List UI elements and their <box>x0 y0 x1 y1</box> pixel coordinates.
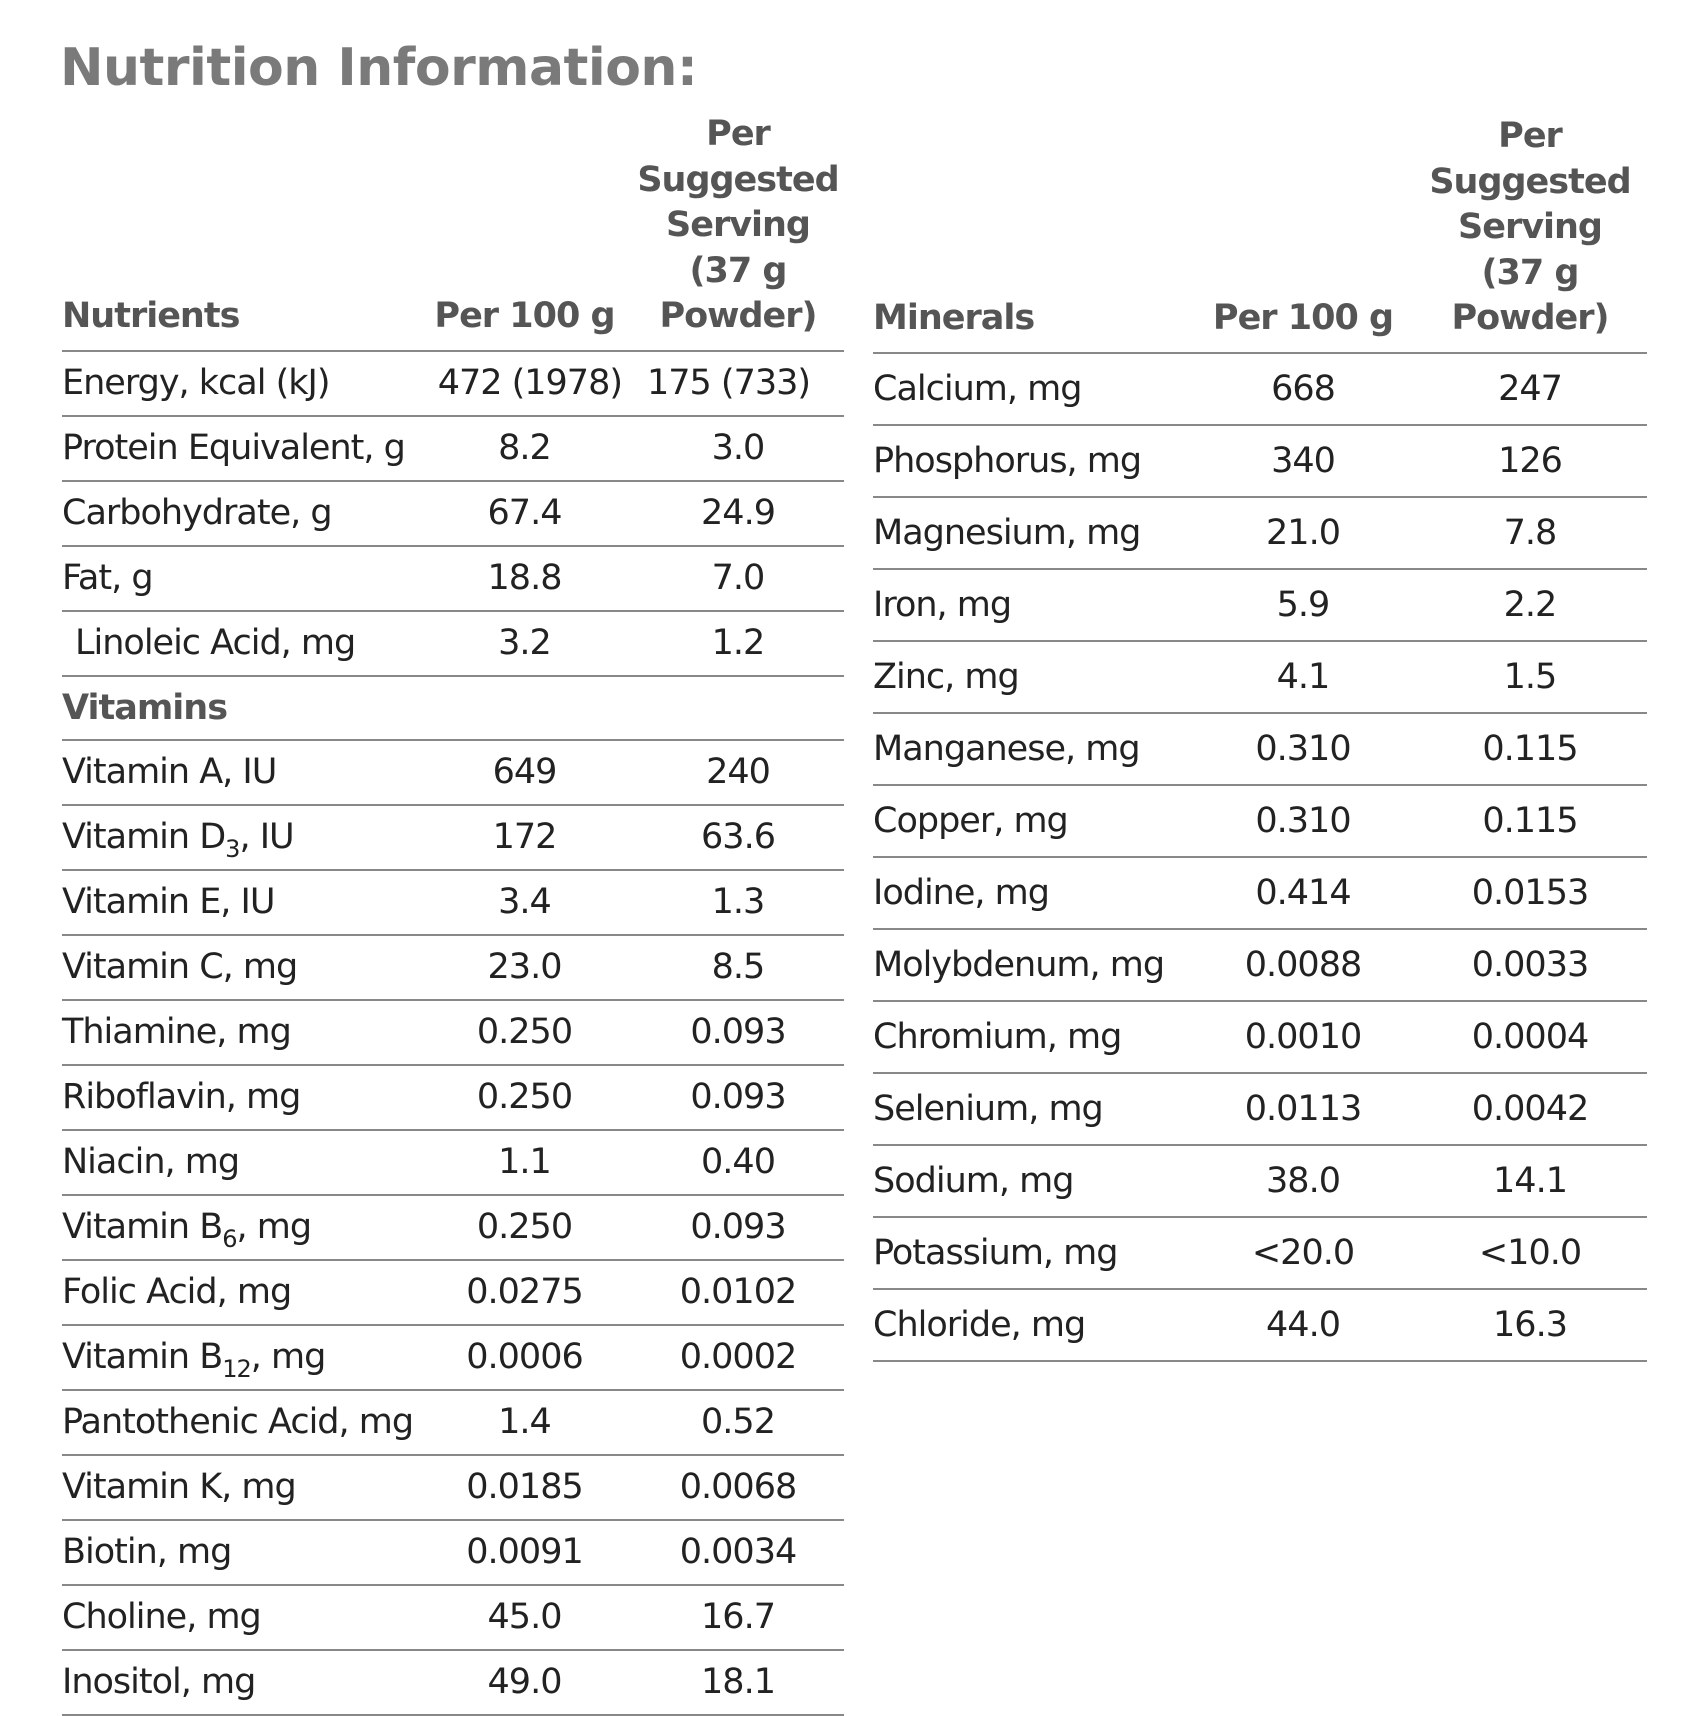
per-serving-value: 0.0034 <box>632 1520 844 1585</box>
table-row <box>62 740 844 805</box>
per-100g-value: 0.250 <box>417 1195 632 1260</box>
name-text: , IU <box>239 817 294 857</box>
mineral-name: Molybdenum, mg <box>873 929 1193 1001</box>
nutrients-table <box>62 112 844 1716</box>
table-row <box>62 1520 844 1585</box>
per-serving-value: 1.3 <box>632 870 844 935</box>
per-100g-value: 0.310 <box>1193 785 1413 857</box>
table-row <box>62 1000 844 1065</box>
per-100g-value: 18.8 <box>417 546 632 611</box>
table-row <box>873 1289 1647 1361</box>
per-serving-value: 0.0042 <box>1413 1073 1647 1145</box>
per-100g-value: 0.0006 <box>417 1325 632 1390</box>
header-line: Serving <box>666 205 810 245</box>
per-100g-value: 668 <box>1193 353 1413 425</box>
mineral-name: Selenium, mg <box>873 1073 1193 1145</box>
per-serving-value: 0.115 <box>1413 785 1647 857</box>
mineral-name: Chromium, mg <box>873 1001 1193 1073</box>
table-row <box>873 1001 1647 1073</box>
per-100g-value: 45.0 <box>417 1585 632 1650</box>
per-serving-value: 247 <box>1413 353 1647 425</box>
header-line: Per Suggested <box>1429 116 1631 202</box>
table-row <box>62 870 844 935</box>
nutrient-name: Vitamin E, IU <box>62 870 417 935</box>
table-row <box>62 1455 844 1520</box>
mineral-name: Iodine, mg <box>873 857 1193 929</box>
nutrient-name: Inositol, mg <box>62 1650 417 1715</box>
nutrient-name: Vitamin C, mg <box>62 935 417 1000</box>
nutrient-name: Folic Acid, mg <box>62 1260 417 1325</box>
per-serving-value: 7.8 <box>1413 497 1647 569</box>
header-line: (37 g Powder) <box>1451 252 1609 338</box>
table-row <box>873 1073 1647 1145</box>
per-serving-value: 0.0033 <box>1413 929 1647 1001</box>
table-row <box>62 1585 844 1650</box>
per-serving-value: 0.40 <box>632 1130 844 1195</box>
nutrient-name <box>62 805 417 870</box>
table-row <box>62 546 844 611</box>
name-text: , mg <box>236 1207 312 1247</box>
vitamins-section-label: Vitamins <box>62 676 844 740</box>
nutrient-name: Fat, g <box>62 546 417 611</box>
per-100g-value: 3.4 <box>417 870 632 935</box>
per-100g-value: 38.0 <box>1193 1145 1413 1217</box>
per-100g-value: 5.9 <box>1193 569 1413 641</box>
mineral-name: Potassium, mg <box>873 1217 1193 1289</box>
per-100g-value: 3.2 <box>417 611 632 676</box>
per-100g-value: 0.0088 <box>1193 929 1413 1001</box>
per-100g-value: <20.0 <box>1193 1217 1413 1289</box>
per-serving-value: 0.093 <box>632 1065 844 1130</box>
per-100g-value: 0.0091 <box>417 1520 632 1585</box>
nutrient-name: Biotin, mg <box>62 1520 417 1585</box>
table-row <box>62 416 844 481</box>
vitamins-section-row <box>62 676 844 740</box>
name-text: Vitamin B <box>62 1207 223 1247</box>
name-subscript: 6 <box>222 1225 237 1253</box>
per-serving-value: 1.2 <box>632 611 844 676</box>
table-row <box>62 481 844 546</box>
table-row <box>62 1260 844 1325</box>
per-serving-value: 3.0 <box>632 416 844 481</box>
per-100g-value: 172 <box>417 805 632 870</box>
table-row <box>62 1130 844 1195</box>
per-100g-value: 0.250 <box>417 1000 632 1065</box>
per-100g-value: 649 <box>417 740 632 805</box>
per-100g-value: 0.0113 <box>1193 1073 1413 1145</box>
table-row <box>873 713 1647 785</box>
per-100g-value: 0.0010 <box>1193 1001 1413 1073</box>
minerals-column-header: Minerals <box>873 114 1193 353</box>
per-100g-value: 4.1 <box>1193 641 1413 713</box>
per-serving-value: 0.0153 <box>1413 857 1647 929</box>
per-100g-value: 472 (1978) <box>417 351 632 416</box>
per-serving-value: 126 <box>1413 425 1647 497</box>
table-row <box>62 1650 844 1715</box>
table-row <box>62 1195 844 1260</box>
nutrient-name: Niacin, mg <box>62 1130 417 1195</box>
table-row <box>873 857 1647 929</box>
mineral-name: Iron, mg <box>873 569 1193 641</box>
per-serving-value: 0.093 <box>632 1195 844 1260</box>
per-serving-value: 0.0068 <box>632 1455 844 1520</box>
table-row <box>873 785 1647 857</box>
per-serving-value: 24.9 <box>632 481 844 546</box>
nutrient-name: Vitamin K, mg <box>62 1455 417 1520</box>
per-100g-value: 21.0 <box>1193 497 1413 569</box>
per-100g-value: 340 <box>1193 425 1413 497</box>
nutrient-name: Pantothenic Acid, mg <box>62 1390 417 1455</box>
nutrients-column-header: Nutrients <box>62 112 417 351</box>
name-subscript: 3 <box>225 835 240 863</box>
nutrient-name: Riboflavin, mg <box>62 1065 417 1130</box>
table-row <box>62 1065 844 1130</box>
per-100g-value: 1.4 <box>417 1390 632 1455</box>
per-serving-value: 8.5 <box>632 935 844 1000</box>
per-serving-value: 1.5 <box>1413 641 1647 713</box>
table-row <box>62 1390 844 1455</box>
per-100g-column-header: Per 100 g <box>1193 114 1413 353</box>
mineral-name: Phosphorus, mg <box>873 425 1193 497</box>
mineral-name: Sodium, mg <box>873 1145 1193 1217</box>
per-serving-column-header <box>632 112 844 351</box>
per-serving-value: 0.52 <box>632 1390 844 1455</box>
name-subscript: 12 <box>222 1355 251 1383</box>
table-row <box>873 353 1647 425</box>
nutrient-name: Thiamine, mg <box>62 1000 417 1065</box>
nutrient-name <box>62 1195 417 1260</box>
per-serving-value: 14.1 <box>1413 1145 1647 1217</box>
per-serving-value: 175 (733) <box>632 351 844 416</box>
mineral-name: Calcium, mg <box>873 353 1193 425</box>
name-text: Vitamin D <box>62 817 226 857</box>
table-row <box>62 351 844 416</box>
per-100g-value: 0.0275 <box>417 1260 632 1325</box>
per-serving-value: 16.3 <box>1413 1289 1647 1361</box>
table-row <box>873 425 1647 497</box>
nutrient-name: Protein Equivalent, g <box>62 416 417 481</box>
nutrient-name: Choline, mg <box>62 1585 417 1650</box>
per-100g-value: 67.4 <box>417 481 632 546</box>
table-row <box>62 611 844 676</box>
minerals-table <box>873 114 1647 1362</box>
nutrient-name: Vitamin A, IU <box>62 740 417 805</box>
per-serving-value: 7.0 <box>632 546 844 611</box>
per-100g-value: 23.0 <box>417 935 632 1000</box>
table-row <box>873 929 1647 1001</box>
nutrient-name <box>62 1325 417 1390</box>
per-100g-value: 49.0 <box>417 1650 632 1715</box>
per-serving-value: 16.7 <box>632 1585 844 1650</box>
header-line: (37 g Powder) <box>659 250 817 336</box>
table-row <box>62 935 844 1000</box>
per-100g-value: 0.310 <box>1193 713 1413 785</box>
per-serving-column-header <box>1413 114 1647 353</box>
nutrient-name: Linoleic Acid, mg <box>62 611 417 676</box>
mineral-name: Chloride, mg <box>873 1289 1193 1361</box>
per-serving-value: 0.0102 <box>632 1260 844 1325</box>
per-100g-value: 1.1 <box>417 1130 632 1195</box>
mineral-name: Copper, mg <box>873 785 1193 857</box>
per-serving-value: 63.6 <box>632 805 844 870</box>
header-line: Per Suggested <box>637 114 839 200</box>
table-row <box>873 1217 1647 1289</box>
header-line: Serving <box>1458 207 1602 247</box>
per-100g-value: 0.414 <box>1193 857 1413 929</box>
minerals-header-row <box>873 114 1647 353</box>
per-serving-value: <10.0 <box>1413 1217 1647 1289</box>
per-100g-column-header: Per 100 g <box>417 112 632 351</box>
table-row <box>873 497 1647 569</box>
per-serving-value: 0.115 <box>1413 713 1647 785</box>
per-serving-value: 0.0004 <box>1413 1001 1647 1073</box>
per-serving-value: 0.0002 <box>632 1325 844 1390</box>
per-100g-value: 0.0185 <box>417 1455 632 1520</box>
mineral-name: Manganese, mg <box>873 713 1193 785</box>
table-row <box>62 1325 844 1390</box>
per-100g-value: 0.250 <box>417 1065 632 1130</box>
nutrient-name: Energy, kcal (kJ) <box>62 351 417 416</box>
table-row <box>873 569 1647 641</box>
mineral-name: Zinc, mg <box>873 641 1193 713</box>
nutrient-name: Carbohydrate, g <box>62 481 417 546</box>
nutrients-header-row <box>62 112 844 351</box>
table-row <box>873 641 1647 713</box>
table-row <box>62 805 844 870</box>
per-100g-value: 8.2 <box>417 416 632 481</box>
per-serving-value: 2.2 <box>1413 569 1647 641</box>
per-serving-value: 18.1 <box>632 1650 844 1715</box>
per-serving-value: 0.093 <box>632 1000 844 1065</box>
name-text: Vitamin B <box>62 1337 223 1377</box>
mineral-name: Magnesium, mg <box>873 497 1193 569</box>
page-title: Nutrition Information: <box>60 38 698 98</box>
per-100g-value: 44.0 <box>1193 1289 1413 1361</box>
name-text: , mg <box>250 1337 326 1377</box>
per-serving-value: 240 <box>632 740 844 805</box>
table-row <box>873 1145 1647 1217</box>
